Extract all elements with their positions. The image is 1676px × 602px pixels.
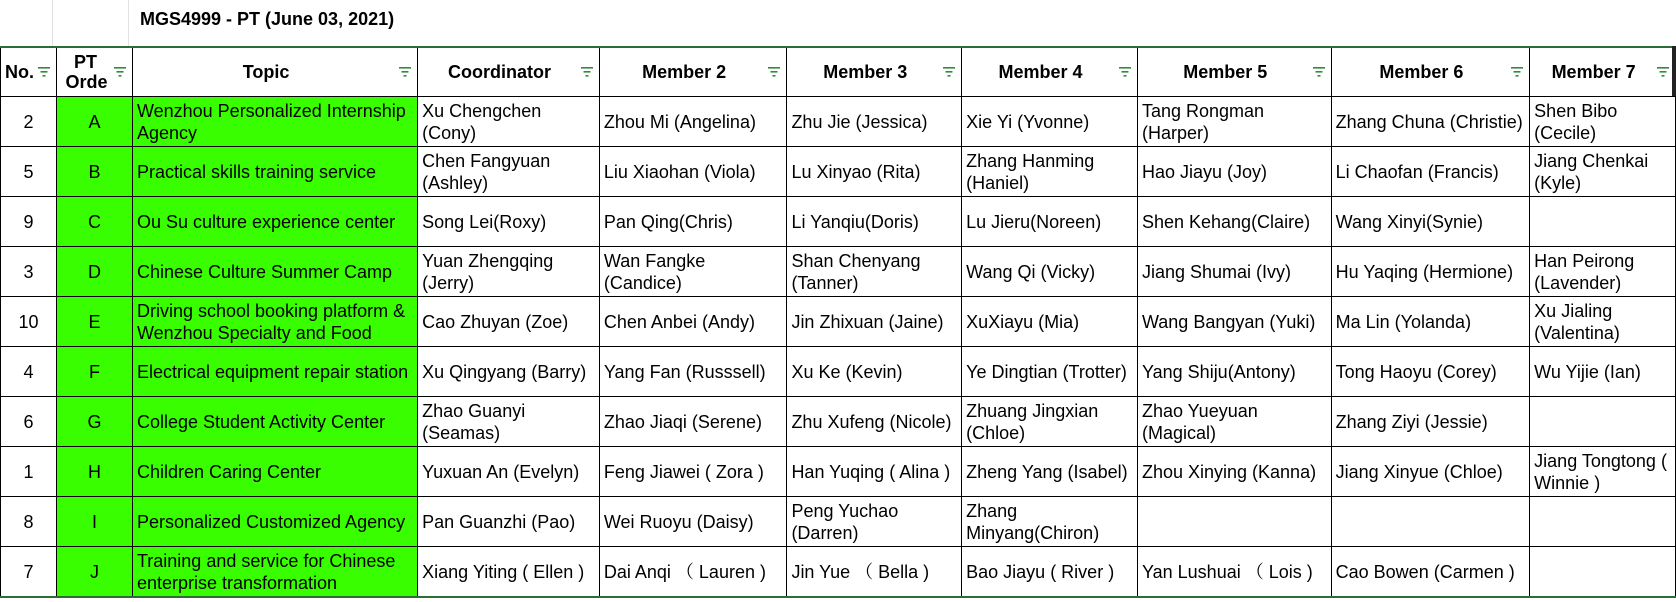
table-cell[interactable] xyxy=(57,397,133,447)
cell-text: Jiang Chenkai (Kyle) xyxy=(1534,150,1649,193)
cell-text: Yuxuan An (Evelyn) xyxy=(422,461,580,482)
column-header[interactable] xyxy=(57,47,133,97)
table-row xyxy=(1,97,1676,147)
table-cell[interactable] xyxy=(1331,547,1530,597)
cell-text: Ou Su culture experience center xyxy=(136,211,396,232)
cell-text: Pan Guanzhi (Pao) xyxy=(422,511,576,532)
table-cell[interactable] xyxy=(418,547,600,597)
cell-text: Zhang Chuna (Christie) xyxy=(1335,111,1523,132)
cell-text: Chinese Culture Summer Camp xyxy=(136,261,393,282)
cell-text: Cao Zhuyan (Zoe) xyxy=(422,311,569,332)
cell-text: 2 xyxy=(23,111,34,132)
table-cell[interactable] xyxy=(418,197,600,247)
table-cell[interactable] xyxy=(1530,347,1676,397)
cell-text: Cao Bowen (Carmen ) xyxy=(1335,561,1515,582)
table-cell[interactable] xyxy=(962,147,1138,197)
data-table xyxy=(0,46,1676,597)
table-cell[interactable] xyxy=(1,247,57,297)
table-cell[interactable] xyxy=(1137,247,1331,297)
table-cell[interactable] xyxy=(1,447,57,497)
cell-text: Xu Qingyang (Barry) xyxy=(422,361,587,382)
table-cell[interactable] xyxy=(1530,147,1676,197)
table-cell[interactable] xyxy=(418,247,600,297)
table-cell[interactable] xyxy=(787,97,962,147)
cell-text: D xyxy=(87,261,101,282)
cell-text: Yang Shiju(Antony) xyxy=(1141,361,1296,382)
cell-text: Han Peirong (Lavender) xyxy=(1534,250,1635,293)
cell-text: Li Yanqiu(Doris) xyxy=(791,211,919,232)
cell-text: Children Caring Center xyxy=(136,461,322,482)
table-cell[interactable] xyxy=(1137,97,1331,147)
table-cell[interactable] xyxy=(787,347,962,397)
cell-text: Li Chaofan (Francis) xyxy=(1335,161,1499,182)
table-cell[interactable] xyxy=(418,97,600,147)
table-cell[interactable] xyxy=(57,347,133,397)
table-cell[interactable] xyxy=(787,247,962,297)
table-cell[interactable] xyxy=(787,547,962,597)
table-cell[interactable] xyxy=(1331,397,1530,447)
table-cell[interactable] xyxy=(1,197,57,247)
column-header-label: Member 6 xyxy=(1379,62,1464,82)
cell-text: Wang Bangyan (Yuki) xyxy=(1141,311,1316,332)
cell-text: Jiang Shumai (Ivy) xyxy=(1141,261,1292,282)
table-cell[interactable] xyxy=(1,397,57,447)
table-cell[interactable] xyxy=(599,97,787,147)
table-cell[interactable] xyxy=(1530,297,1676,347)
cell-text: Zhu Jie (Jessica) xyxy=(791,111,928,132)
column-header[interactable] xyxy=(599,47,787,97)
table-cell[interactable] xyxy=(1137,547,1331,597)
cell-text: Wenzhou Personalized Internship Agency xyxy=(136,100,406,143)
cell-text: Ma Lin (Yolanda) xyxy=(1335,311,1472,332)
cell-text: B xyxy=(88,161,101,182)
cell-text: Tang Rongman (Harper) xyxy=(1141,100,1265,143)
column-header-label: Member 7 xyxy=(1551,62,1636,82)
table-cell[interactable] xyxy=(57,547,133,597)
cell-text: Yang Fan (Russsell) xyxy=(603,361,766,382)
cell-text: Zhao Yueyuan (Magical) xyxy=(1141,400,1258,443)
cell-text: Practical skills training service xyxy=(136,161,377,182)
cell-text: Shan Chenyang (Tanner) xyxy=(791,250,921,293)
cell-text: J xyxy=(89,561,99,582)
table-row xyxy=(1,547,1676,597)
column-header-label: Member 5 xyxy=(1183,62,1268,82)
table-cell[interactable] xyxy=(1331,147,1530,197)
cell-text: Zhou Xinying (Kanna) xyxy=(1141,461,1317,482)
cell-text: Chen Anbei (Andy) xyxy=(603,311,755,332)
cell-text: Zhang Ziyi (Jessie) xyxy=(1335,411,1488,432)
table-cell[interactable] xyxy=(1331,247,1530,297)
cell-text: Xu Ke (Kevin) xyxy=(791,361,903,382)
filter-icon[interactable] xyxy=(114,67,126,77)
cell-text: Peng Yuchao (Darren) xyxy=(791,500,899,543)
cell-text: Zhuang Jingxian (Chloe) xyxy=(966,400,1099,443)
table-row xyxy=(1,447,1676,497)
cell-text: Jiang Tongtong ( Winnie ) xyxy=(1534,450,1667,493)
column-header-label: Coordinator xyxy=(448,62,551,82)
cell-text: Hao Jiayu (Joy) xyxy=(1141,161,1268,182)
cell-text: Shen Bibo (Cecile) xyxy=(1534,100,1618,143)
table-cell[interactable] xyxy=(962,197,1138,247)
filter-icon[interactable] xyxy=(38,67,50,77)
cell-text: 9 xyxy=(23,211,34,232)
cell-text: Wan Fangke (Candice) xyxy=(603,250,706,293)
table-cell[interactable] xyxy=(599,497,787,547)
table-cell[interactable] xyxy=(57,497,133,547)
table-cell[interactable] xyxy=(962,97,1138,147)
table-cell[interactable] xyxy=(418,397,600,447)
table-cell[interactable] xyxy=(1,297,57,347)
column-header[interactable] xyxy=(1331,47,1530,97)
cell-text: Xiang Yiting ( Ellen ) xyxy=(422,561,585,582)
cell-text: 6 xyxy=(23,411,34,432)
cell-text: Wu Yijie (Ian) xyxy=(1534,361,1641,382)
table-cell[interactable] xyxy=(57,97,133,147)
cell-text: Zhang Minyang(Chiron) xyxy=(966,500,1100,543)
table-cell[interactable] xyxy=(1,147,57,197)
cell-text: Zheng Yang (Isabel) xyxy=(966,461,1128,482)
cell-text: Wang Xinyi(Synie) xyxy=(1335,211,1484,232)
title-cell-b[interactable] xyxy=(52,0,129,46)
table-cell[interactable] xyxy=(787,197,962,247)
cell-text: XuXiayu (Mia) xyxy=(966,311,1080,332)
column-header-label: Member 2 xyxy=(642,62,727,82)
cell-text: 5 xyxy=(23,161,34,182)
table-cell[interactable] xyxy=(1331,197,1530,247)
cell-text: Zhang Hanming (Haniel) xyxy=(966,150,1095,193)
filter-icon[interactable] xyxy=(399,67,411,77)
table-cell[interactable] xyxy=(418,147,600,197)
table-cell[interactable] xyxy=(962,247,1138,297)
table-cell[interactable] xyxy=(1137,447,1331,497)
sheet-title[interactable]: MGS4999 - PT (June 03, 2021) xyxy=(140,9,395,29)
table-cell[interactable] xyxy=(787,397,962,447)
cell-text: Tong Haoyu (Corey) xyxy=(1335,361,1497,382)
cell-text: Training and service for Chinese enterprise transformation xyxy=(136,550,396,593)
column-header[interactable] xyxy=(418,47,600,97)
cell-text: G xyxy=(87,411,102,432)
table-cell[interactable] xyxy=(418,347,600,397)
table-cell[interactable] xyxy=(132,97,417,147)
cell-text: Jiang Xinyue (Chloe) xyxy=(1335,461,1503,482)
cell-text: Liu Xiaohan (Viola) xyxy=(603,161,756,182)
cell-text: 3 xyxy=(23,261,34,282)
table-cell[interactable] xyxy=(1,347,57,397)
cell-text: Song Lei(Roxy) xyxy=(422,211,547,232)
table-cell[interactable] xyxy=(1530,97,1676,147)
table-cell[interactable] xyxy=(1,97,57,147)
cell-text: Driving school booking platform & Wenzhou Specialty and Food xyxy=(136,300,406,343)
table-row xyxy=(1,247,1676,297)
cell-text: Ye Dingtian (Trotter) xyxy=(966,361,1127,382)
filter-icon[interactable] xyxy=(1657,67,1669,77)
cell-text: Lu Jieru(Noreen) xyxy=(966,211,1102,232)
cell-text: Bao Jiayu ( River ) xyxy=(966,561,1115,582)
filter-icon[interactable] xyxy=(1313,67,1325,77)
table-cell[interactable] xyxy=(132,447,417,497)
table-cell[interactable] xyxy=(132,197,417,247)
table-cell[interactable] xyxy=(1331,97,1530,147)
table-cell[interactable] xyxy=(132,547,417,597)
cell-text: Personalized Customized Agency xyxy=(136,511,406,532)
table-cell[interactable] xyxy=(1530,397,1676,447)
table-cell[interactable] xyxy=(1137,397,1331,447)
table-cell[interactable] xyxy=(132,247,417,297)
filter-icon[interactable] xyxy=(1119,67,1131,77)
cell-text: 8 xyxy=(23,511,34,532)
column-header-label: Topic xyxy=(242,62,290,82)
table-body xyxy=(1,97,1676,597)
title-cell-a[interactable] xyxy=(0,0,53,46)
table-cell[interactable] xyxy=(132,347,417,397)
table-cell[interactable] xyxy=(1331,297,1530,347)
table-cell[interactable] xyxy=(1530,247,1676,297)
cell-text: 7 xyxy=(23,561,34,582)
cell-text: Shen Kehang(Claire) xyxy=(1141,211,1311,232)
title-row xyxy=(0,0,1676,46)
cell-text: Zhou Mi (Angelina) xyxy=(603,111,756,132)
table-cell[interactable] xyxy=(1331,497,1530,547)
table-cell[interactable] xyxy=(599,447,787,497)
cell-text: Yuan Zhengqing (Jerry) xyxy=(422,250,554,293)
table-cell[interactable] xyxy=(599,547,787,597)
table-row xyxy=(1,297,1676,347)
filter-icon[interactable] xyxy=(1511,67,1523,77)
table-cell[interactable] xyxy=(962,547,1138,597)
table-cell[interactable] xyxy=(962,447,1138,497)
table-cell[interactable] xyxy=(132,147,417,197)
cell-text: Lu Xinyao (Rita) xyxy=(791,161,921,182)
table-cell[interactable] xyxy=(787,297,962,347)
table-cell[interactable] xyxy=(962,397,1138,447)
table-cell[interactable] xyxy=(787,147,962,197)
table-cell[interactable] xyxy=(962,297,1138,347)
cell-text: Dai Anqi （ Lauren ) xyxy=(603,561,766,582)
filter-icon[interactable] xyxy=(943,67,955,77)
cell-text: F xyxy=(88,361,100,382)
frozen-column-edge xyxy=(1672,46,1676,96)
column-header[interactable] xyxy=(1137,47,1331,97)
frozen-row-edge xyxy=(0,596,1676,598)
table-cell[interactable] xyxy=(787,497,962,547)
table-cell[interactable] xyxy=(1530,547,1676,597)
table-cell[interactable] xyxy=(418,447,600,497)
cell-text: Electrical equipment repair station xyxy=(136,361,409,382)
column-header-label: No. xyxy=(5,62,34,82)
column-header-label: Member 4 xyxy=(998,62,1083,82)
filter-icon[interactable] xyxy=(768,67,780,77)
table-cell[interactable] xyxy=(132,397,417,447)
table-cell[interactable] xyxy=(599,197,787,247)
cell-text: 10 xyxy=(18,311,39,332)
table-cell[interactable] xyxy=(962,347,1138,397)
cell-text: A xyxy=(88,111,101,132)
cell-text: E xyxy=(88,311,101,332)
cell-text: Zhao Guanyi (Seamas) xyxy=(422,400,526,443)
table-cell[interactable] xyxy=(1137,347,1331,397)
cell-text: Jin Yue （ Bella ) xyxy=(791,561,930,582)
cell-text: Hu Yaqing (Hermione) xyxy=(1335,261,1514,282)
table-cell[interactable] xyxy=(57,147,133,197)
table-cell[interactable] xyxy=(599,347,787,397)
column-header-label: Member 3 xyxy=(823,62,908,82)
cell-text: I xyxy=(91,511,97,532)
cell-text: Zhu Xufeng (Nicole) xyxy=(791,411,952,432)
cell-text: 1 xyxy=(23,461,34,482)
column-header-label: PT Orde xyxy=(65,51,108,92)
cell-text: Jin Zhixuan (Jaine) xyxy=(791,311,944,332)
table-cell[interactable] xyxy=(132,297,417,347)
table-cell[interactable] xyxy=(1331,347,1530,397)
table-cell[interactable] xyxy=(1137,197,1331,247)
table-cell[interactable] xyxy=(57,197,133,247)
header-row xyxy=(1,47,1676,97)
table-cell[interactable] xyxy=(599,297,787,347)
column-header[interactable] xyxy=(1,47,57,97)
table-row xyxy=(1,347,1676,397)
table-cell[interactable] xyxy=(57,447,133,497)
table-row xyxy=(1,147,1676,197)
table-cell[interactable] xyxy=(787,447,962,497)
cell-text: Xie Yi (Yvonne) xyxy=(966,111,1090,132)
cell-text: C xyxy=(87,211,101,232)
table-cell[interactable] xyxy=(418,497,600,547)
table-row xyxy=(1,397,1676,447)
table-cell[interactable] xyxy=(57,297,133,347)
table-cell[interactable] xyxy=(1137,297,1331,347)
cell-text: Wei Ruoyu (Daisy) xyxy=(603,511,754,532)
cell-text: Pan Qing(Chris) xyxy=(603,211,733,232)
cell-text: Yan Lushuai （ Lois ) xyxy=(1141,561,1313,582)
cell-text: Feng Jiawei ( Zora ) xyxy=(603,461,764,482)
table-cell[interactable] xyxy=(1530,447,1676,497)
table-cell[interactable] xyxy=(1,497,57,547)
table-cell[interactable] xyxy=(418,297,600,347)
table-cell[interactable] xyxy=(599,147,787,197)
table-cell[interactable] xyxy=(599,247,787,297)
table-cell[interactable] xyxy=(599,397,787,447)
cell-text: Chen Fangyuan (Ashley) xyxy=(422,150,551,193)
cell-text: Xu Jialing (Valentina) xyxy=(1534,300,1620,343)
table-cell[interactable] xyxy=(1331,447,1530,497)
cell-text: Wang Qi (Vicky) xyxy=(966,261,1096,282)
column-header[interactable] xyxy=(1530,47,1676,97)
table-cell[interactable] xyxy=(962,497,1138,547)
table-cell[interactable] xyxy=(1530,197,1676,247)
column-header[interactable] xyxy=(787,47,962,97)
table-cell[interactable] xyxy=(1137,147,1331,197)
table-row xyxy=(1,497,1676,547)
filter-icon[interactable] xyxy=(581,67,593,77)
column-header[interactable] xyxy=(132,47,417,97)
table-cell[interactable] xyxy=(132,497,417,547)
cell-text: 4 xyxy=(23,361,34,382)
cell-text: Han Yuqing ( Alina ) xyxy=(791,461,951,482)
cell-text: Xu Chengchen (Cony) xyxy=(422,100,542,143)
cell-text: H xyxy=(87,461,101,482)
column-header[interactable] xyxy=(962,47,1138,97)
table-cell[interactable] xyxy=(1137,497,1331,547)
table-cell[interactable] xyxy=(57,247,133,297)
cell-text: College Student Activity Center xyxy=(136,411,386,432)
table-row xyxy=(1,197,1676,247)
cell-text: Zhao Jiaqi (Serene) xyxy=(603,411,762,432)
table-cell[interactable] xyxy=(1530,497,1676,547)
table-cell[interactable] xyxy=(1,547,57,597)
